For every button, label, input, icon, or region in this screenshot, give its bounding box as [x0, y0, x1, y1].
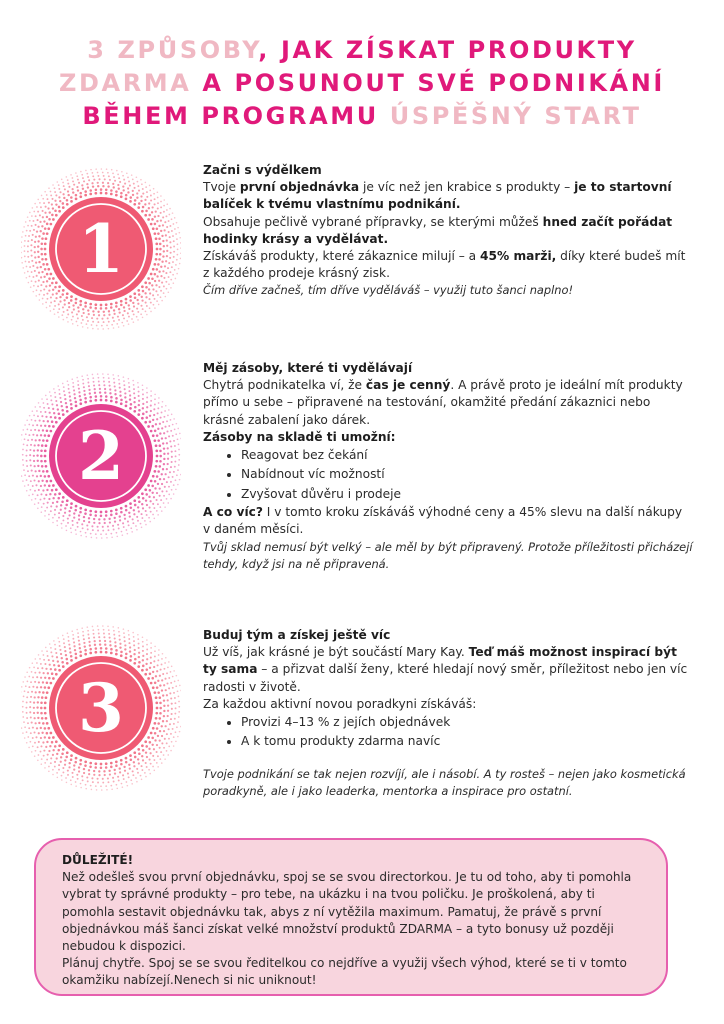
list-item: • Provizi 4–13 % z jejích objednávek	[241, 713, 693, 732]
list-item: • A k tomu produkty zdarma navíc	[241, 732, 693, 751]
step-3-paragraph-2: Za každou aktivní novou poradkyni získáváš:	[203, 696, 477, 711]
step-2-bullet-list	[203, 446, 693, 504]
important-notice-box	[34, 838, 668, 996]
step-2-number: 2	[78, 417, 124, 495]
step-1-paragraph-3: Získáváš produkty, které zákaznice milují – a 45% marži, díky které budeš mít z každého prodeje krásný zisk.	[203, 249, 686, 281]
important-heading: DŮLEŽITÉ!	[62, 853, 134, 867]
title-line-2: ZDARMA A POSUNOUT SVÉ PODNIKÁNÍ	[59, 69, 665, 97]
list-item: • Nabídnout víc možností	[241, 465, 693, 484]
list-item: • Zvyšovat důvěru i prodeje	[241, 485, 693, 504]
step-2-section	[203, 360, 693, 573]
page-title	[0, 34, 724, 133]
step-3-number: 3	[78, 669, 124, 747]
step-1-heading: Začni s výdělkem	[203, 163, 322, 177]
step-1-paragraph-2: Obsahuje pečlivě vybrané přípravky, se kterými můžeš hned začít pořádat hodinky krásy a vydělávat.	[203, 214, 673, 246]
step-2-paragraph-2: A co víc? I v tomto kroku získáváš výhodné ceny a 45% slevu na další nákupy v daném měsíci.	[203, 505, 683, 537]
step-2-note: Tvůj sklad nemusí být velký – ale měl by být připravený. Protože příležitosti přicházejí tehdy, když jsi na ně připravená.	[203, 539, 693, 571]
step-1-paragraph-1: Tvoje první objednávka je víc než jen krabice s produkty – je to startovní balíček k tvému vlastnímu podnikání.	[203, 180, 672, 212]
step-1-note: Čím dříve začneš, tím dříve vyděláváš – využij tuto šanci naplno!	[203, 283, 574, 298]
step-1-number-badge	[21, 140, 181, 364]
step-3-note: Tvoje podnikání se tak nejen rozvíjí, ale i násobí. A ty rosteš – nejen jako kosmetická poradkyně, ale i jako leaderka, mentorka a inspirace pro ostatní.	[203, 766, 686, 799]
step-2-subheading: Zásoby na skladě ti umožní:	[203, 429, 396, 444]
important-paragraph-1: Než odešleš svou první objednávku, spoj se se svou directorkou. Je tu od toho, aby ti pomohla vybrat ty správné produkty – pro tebe, na ukázku i na tvou poličku. Je proškolená, aby ti pomohla sestavit objednávku tak, abys z ní vytěžila maximum. Pamatuj, že právě s první objednávkou máš šanci získat velké množství produktů ZDARMA – a tyto bonusy už později nebudou k dispozici.	[62, 870, 632, 954]
step-3-heading: Buduj tým a získej ještě víc	[203, 628, 391, 642]
step-2-heading: Měj zásoby, které ti vydělávají	[203, 361, 413, 375]
step-3-section	[203, 627, 693, 800]
title-line-1: 3 ZPŮSOBY, JAK ZÍSKAT PRODUKTY	[87, 36, 637, 64]
step-2-paragraph-1: Chytrá podnikatelka ví, že čas je cenný. A právě proto je ideální mít produkty přímo u sebe – připravené na testování, okamžité předání zákaznici nebo krásné zabalení jako dárek.	[203, 378, 683, 427]
step-1-number: 1	[78, 210, 124, 288]
step-3-paragraph-1: Už víš, jak krásné je být součástí Mary Kay. Teď máš možnost inspirací být ty sama – a přizvat další ženy, které hledají nový směr, příležitost nebo jen víc radosti v životě.	[203, 645, 688, 694]
step-3-bullet-list	[203, 713, 693, 752]
step-2-number-badge	[21, 345, 181, 569]
important-paragraph-2: Plánuj chytře. Spoj se se svou ředitelkou co nejdříve a využij všech výhod, které se ti v tomto okamžiku nabízejí.Nenech si nic uniknout!	[62, 956, 627, 988]
list-item: • Reagovat bez čekání	[241, 446, 693, 465]
step-1-section	[203, 162, 693, 300]
step-3-number-badge	[21, 600, 181, 824]
title-line-3: BĚHEM PROGRAMU ÚSPĚŠNÝ START	[82, 102, 642, 130]
